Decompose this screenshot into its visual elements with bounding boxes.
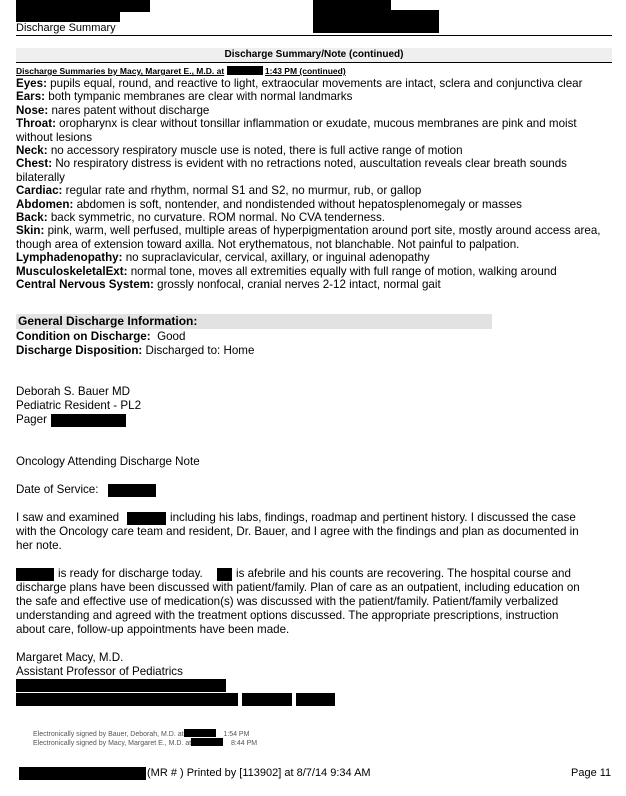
subheader-prefix: Discharge Summaries by Macy, Margaret E., M.D. at: [16, 66, 225, 76]
condition-line: Condition on Discharge: Good: [16, 330, 186, 343]
redacted-block: [296, 693, 335, 706]
physical-exam: [16, 77, 616, 292]
exam-item: Abdomen: abdomen is soft, nontender, and nondistended without hepatosplenomegaly or masses: [16, 197, 522, 211]
redacted-block: [191, 738, 223, 746]
redacted-block: [16, 568, 54, 581]
attending-title: Assistant Professor of Pediatrics: [16, 665, 183, 678]
e-signature-line: Electronically signed by Bauer, Deborah, M.D. at 1:54 PM: [33, 731, 250, 738]
redacted-block: [184, 729, 216, 737]
redacted-block: [108, 484, 156, 497]
redacted-block: [242, 693, 292, 706]
redacted-block: [16, 679, 226, 692]
redacted-block: [313, 0, 391, 33]
exam-item: Skin: pink, warm, well perfused, multiple areas of hyperpigmentation around port site, mostly around access area, though area of extension toward axilla. Not erythematous, not blanchable. Not painful to palpation.: [16, 224, 601, 251]
exam-item: Eyes: pupils equal, round, and reactive to light, extraocular movements are intact, sclera and conjunctiva clear: [16, 77, 583, 90]
para1-line2: with the Oncology care team and resident, Dr. Bauer, and I agree with the findings and plan as documented in: [16, 525, 579, 538]
redacted-block: [127, 512, 166, 525]
page-number: Page 11: [571, 767, 612, 779]
note-subheader: [16, 66, 346, 76]
para1-start: I saw and examined: [16, 511, 120, 524]
para1-rest: including his labs, findings, roadmap and pertinent history. I discussed the case: [170, 511, 576, 524]
exam-item: Throat: oropharynx is clear without tonsillar inflammation or exudate, mucous membranes are pink and moist without lesions: [16, 117, 577, 144]
attending-note-title: Oncology Attending Discharge Note: [16, 455, 200, 468]
resident-role: Pediatric Resident - PL2: [16, 399, 142, 412]
exam-item: Chest: No respiratory distress is evident with no retractions noted, auscultation reveals clear breath sounds bilaterally: [16, 157, 567, 184]
document-title: Discharge Summary: [16, 22, 116, 34]
redacted-block: [51, 414, 126, 427]
date-of-service-label: Date of Service:: [16, 483, 99, 496]
subheader-suffix: 1:43 PM (continued): [264, 66, 346, 76]
exam-item: MusculoskeletalExt: normal tone, moves all extremities equally with full range of motion, walking around: [16, 264, 557, 278]
redacted-block: [16, 10, 120, 22]
print-info: (MR # ) Printed by [113902] at 8/7/14 9:34 AM: [147, 767, 371, 779]
exam-item: Lymphadenopathy: no supraclavicular, cervical, axillary, or inguinal adenopathy: [16, 251, 430, 265]
exam-item: Central Nervous System: grossly nonfocal, cranial nerves 2-12 intact, normal gait: [16, 278, 441, 292]
para2-line2: discharge plans have been discussed with patient/family. Plan of care as an outpatient, including education on: [16, 581, 580, 594]
general-info-heading: General Discharge Information:: [16, 314, 492, 329]
redacted-block: [16, 693, 238, 706]
disposition-line: Discharge Disposition: Discharged to: Home: [16, 344, 255, 357]
exam-item: Ears: both tympanic membranes are clear with normal landmarks: [16, 90, 353, 104]
redacted-block: [389, 10, 439, 33]
resident-name: Deborah S. Bauer MD: [16, 385, 131, 398]
exam-item: Neck: no accessory respiratory muscle use is noted, there is full active range of motion: [16, 144, 463, 158]
redacted-block: [19, 767, 146, 780]
section-divider: [16, 62, 612, 63]
para1-line3: her note.: [16, 539, 62, 552]
section-title: Discharge Summary/Note (continued): [16, 48, 612, 62]
para2-a: is ready for discharge today.: [58, 567, 203, 580]
para2-line5: about care, follow-up appointments have been made.: [16, 623, 290, 636]
para2-b: is afebrile and his counts are recovering. The hospital course and: [236, 567, 571, 580]
exam-item: Back: back symmetric, no curvature. ROM normal. No CVA tenderness.: [16, 211, 385, 225]
exam-item: Cardiac: regular rate and rhythm, normal S1 and S2, no murmur, rub, or gallop: [16, 184, 422, 198]
para2-line4: understanding and agreed with the treatment options discussed. The appropriate prescriptions, instruction: [16, 609, 559, 622]
attending-name: Margaret Macy, M.D.: [16, 651, 124, 664]
para2-line3: the safe and effective use of medication(s) was discussed with the patient/family. Patient/family verbalized: [16, 595, 559, 608]
exam-item: Nose: nares patent without discharge: [16, 103, 210, 117]
header-divider: [16, 35, 612, 36]
redacted-block: [227, 66, 263, 75]
redacted-block: [217, 568, 232, 581]
pager-label: Pager: [16, 413, 47, 426]
e-signature-line: Electronically signed by Macy, Margaret E., M.D. at 8:44 PM: [33, 740, 258, 747]
